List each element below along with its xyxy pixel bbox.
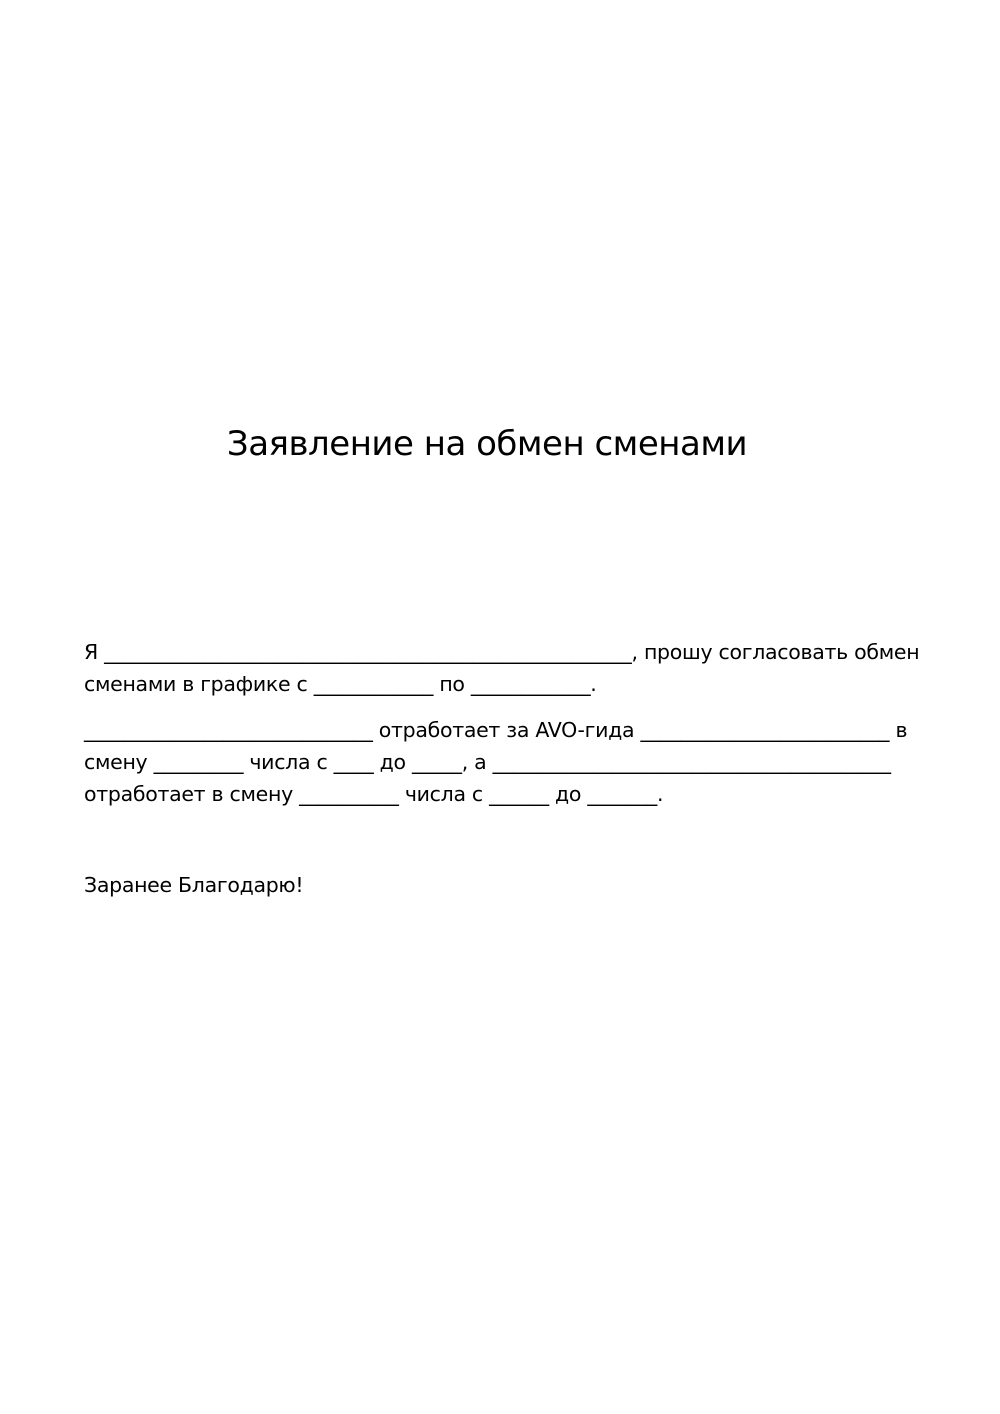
- request-paragraph: [84, 636, 924, 700]
- document-title: Заявление на обмен сменами: [226, 424, 748, 464]
- request-line-1: Я _____________________________________________________, прошу согласовать обмен: [84, 640, 920, 664]
- shift-details-line-3: отработает в смену __________ числа с ______ до _______.: [84, 782, 664, 806]
- shift-details-line-1: _____________________________ отработает за AVO-гида _________________________ в: [84, 718, 908, 742]
- request-line-2: сменами в графике с ____________ по ____________.: [84, 672, 597, 696]
- shift-details-paragraph: [84, 714, 924, 810]
- closing-text: Заранее Благодарю!: [84, 873, 304, 897]
- shift-details-line-2: смену _________ числа с ____ до _____, а ________________________________________: [84, 750, 891, 774]
